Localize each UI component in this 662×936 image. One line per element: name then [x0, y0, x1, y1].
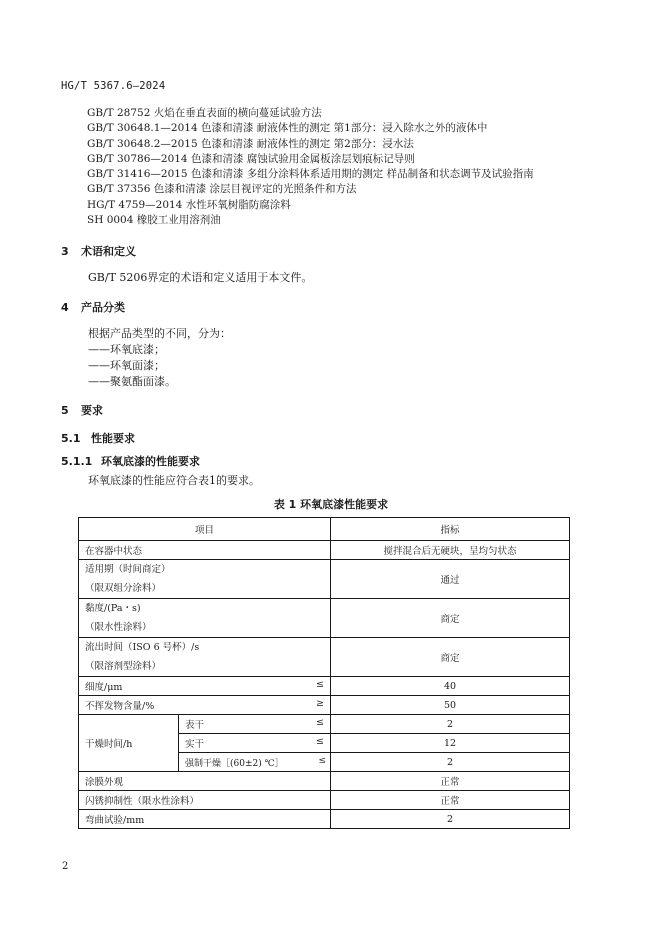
row-label: 涂膜外观 — [79, 772, 331, 791]
section-4-content — [88, 326, 231, 390]
row-value: 正常 — [331, 772, 570, 791]
section-3-text: GB/T 5206界定的术语和定义适用于本文件。 — [88, 271, 313, 284]
table-row — [79, 791, 570, 810]
greater-equal-symbol: ≥ — [316, 698, 325, 709]
row-value: 正常 — [331, 791, 570, 810]
sub-row-label: 强制干燥［(60±2) ℃］ ≤ — [179, 753, 331, 772]
section-4-intro: 根据产品类型的不同，分为： — [88, 327, 231, 340]
table-row — [79, 677, 570, 696]
table-row — [79, 638, 570, 677]
reference-item: SH 0004 橡胶工业用溶剂油 — [87, 214, 221, 227]
reference-item: GB/T 30648.1—2014 色漆和清漆 耐液体性的测定 第1部分：浸入除水之外的液体中 — [87, 122, 488, 135]
row-value: 商定 — [331, 599, 570, 638]
row-value: 12 — [331, 734, 570, 753]
row-value: 通过 — [331, 560, 570, 599]
row-label: 细度/μm ≤ — [79, 677, 331, 696]
row-value: 40 — [331, 677, 570, 696]
row-value: 2 — [331, 810, 570, 829]
reference-item: GB/T 31416—2015 色漆和清漆 多组分涂料体系适用期的测定 样品制备和状态调节及试验指南 — [87, 168, 534, 181]
less-equal-symbol: ≤ — [316, 736, 325, 747]
reference-item: GB/T 30786—2014 色漆和清漆 腐蚀试验用金属板涂层划痕标记导则 — [87, 152, 415, 165]
sub-row-label: 表干 ≤ — [179, 715, 331, 734]
table-row — [79, 772, 570, 791]
reference-item: HG/T 4759—2014 水性环氧树脂防腐涂料 — [87, 198, 291, 211]
row-label: 适用期（时间商定） （限双组分涂料） — [79, 560, 331, 599]
section-5-1-1-text: 环氧底漆的性能应符合表1的要求。 — [88, 474, 260, 487]
list-item: ——聚氨酯面漆。 — [88, 375, 176, 388]
row-value: 搅拌混合后无硬块，呈均匀状态 — [331, 541, 570, 560]
table-row — [79, 599, 570, 638]
page-number: 2 — [62, 861, 69, 872]
row-value: 2 — [331, 753, 570, 772]
table-row — [79, 810, 570, 829]
section-4-heading: 4 产品分类 — [61, 301, 125, 314]
normative-references-list — [87, 106, 534, 228]
less-equal-symbol: ≤ — [316, 717, 325, 728]
row-value: 商定 — [331, 638, 570, 677]
row-label: 在容器中状态 — [79, 541, 331, 560]
section-5-1-heading: 5.1 性能要求 — [61, 432, 135, 445]
row-label: 不挥发物含量/% ≥ — [79, 696, 331, 715]
reference-item: GB/T 28752 火焰在垂直表面的横向蔓延试验方法 — [87, 107, 322, 119]
reference-item: GB/T 37356 色漆和清漆 涂层目视评定的光照条件和方法 — [87, 183, 357, 196]
less-equal-symbol: ≤ — [316, 679, 325, 690]
section-5-1-1-heading: 5.1.1 环氧底漆的性能要求 — [61, 455, 200, 468]
column-header-item: 项目 — [79, 518, 331, 541]
standard-number-header: HG/T 5367.6—2024 — [61, 80, 166, 92]
less-equal-symbol: ≤ — [318, 755, 327, 766]
table-header-row — [79, 518, 570, 541]
sub-row-label: 实干 ≤ — [179, 734, 331, 753]
row-value: 2 — [331, 715, 570, 734]
table-caption: 表 1 环氧底漆性能要求 — [273, 498, 389, 511]
list-item: ——环氧面漆； — [88, 359, 165, 372]
table-row — [79, 560, 570, 599]
row-label: 黏度/(Pa・s) （限水性涂料） — [79, 599, 331, 638]
row-value: 50 — [331, 696, 570, 715]
row-label: 弯曲试验/mm — [79, 810, 331, 829]
epoxy-primer-requirements-table — [78, 517, 570, 829]
column-header-index: 指标 — [331, 518, 570, 541]
row-label: 干燥时间/h — [79, 715, 179, 772]
section-5-heading: 5 要求 — [61, 404, 103, 417]
table-row — [79, 696, 570, 715]
section-3-heading: 3 术语和定义 — [61, 245, 136, 258]
table-row — [79, 541, 570, 560]
reference-item: GB/T 30648.2—2015 色漆和清漆 耐液体性的测定 第2部分：浸水法 — [87, 137, 414, 150]
list-item: ——环氧底漆； — [88, 343, 165, 356]
row-label: 闪锈抑制性（限水性涂料） — [79, 791, 331, 810]
row-label: 流出时间（ISO 6 号杯）/s （限溶剂型涂料） — [79, 638, 331, 677]
table-row — [79, 715, 570, 734]
